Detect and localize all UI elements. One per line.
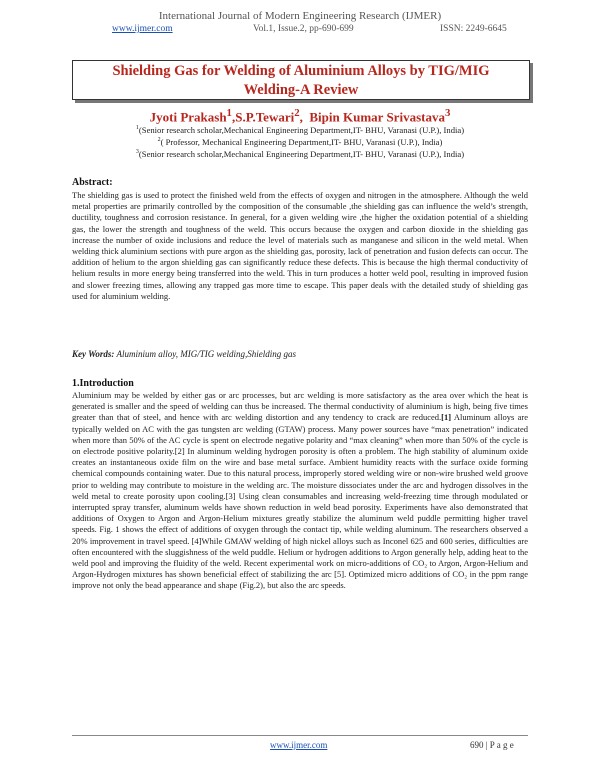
abstract-text: The shielding gas is used to protect the finished weld from the effects of oxygen and nitrogen in the atmosphere. Although the weld metal properties are primarily controlled by the composition of the consumable ,the shielding gas can influence the weld’s strength, ductility, toughness and corrosion resistance. In general, for a given welding wire ,the higher the oxidation potential of a shielding gas, the lower the strength and toughness of the weld. This occurs because the oxygen and carbon dioxide in the shielding gas increase the number of oxide inclusions and reduce the level of materials such as manganese and silicon in the weld metal. When welding thick aluminium sections with pure argon as the shielding gas, porosity, lack of penetration and fusion defects can occur. The addition of helium to the argon shielding gas can significantly reduce these defects. This is because the high thermal conductivity of helium results in more energy being transferred into the weld. This in turn produces a hotter weld pool, resulting in improved fusion and slower freezing times, allowing any trapped gas more time to escape. This paper deals with the detailed study of shielding gas used for aluminium welding. <box>72 190 528 301</box>
title-box <box>72 60 530 100</box>
keywords <box>72 349 296 359</box>
journal-name: International Journal of Modern Engineering Research (IJMER) <box>158 10 442 22</box>
intro-part-2: Aluminum alloys are typically welded on AC with the gas tungsten arc welding (GTAW) process. Many power sources have “max penetration” indicated when more than 50% of the AC cycle is spent on electrode negative polarity and “max cleaning” when more than 50% of the cycle is on electrode positive polarity.[2] In aluminum welding hydrogen porosity is often a problem. The high stability of aluminum oxide creates an instantaneous oxide film on the wire and base metal surface. Ambient humidity reacts with the surface oxide forming chemical compounds containing water. Due to this natural process, improperly stored welding wire or non-wire brushed weld groove prior to welding may contribute to moisture in the welding arc. The moisture dissociates under the arc and hydrogen dissolves in the weld metal to create porosity upon cooling.[3] Using clean consumables and increasing weld-freezing time through modulated or interrupted spray transfer, aluminum welds have shown reduction in weld bead porosity. Experiments have also demonstrated that additions of Oxygen to Argon and Argon-Helium mixtures greatly stabilize the aluminum weld puddle permitting higher travel speeds. Fig. 1 shows the effect of additions of oxygen through the contact tip, while welding aluminum. The researchers observed a 20% improvement in travel speed. [4]While GMAW welding of high nickel alloys such as Inconel 625 and 600 series, difficulties are often encountered with the sluggishness of the weld puddle. Helium or hydrogen additions to Argon generally help, adding heat to the weld pool and improving the fluidity of the weld. Recent experimental work on micro-additions of CO₂ to Argon, Argon-Helium and Argon-Hydrogen mixtures has shown beneficial effect of stabilizing the arc [5]. Optimized micro additions of CO₂ in the ppm range improve not only the bead appearance and shape (Fig.2), but also the arc speeds. <box>72 412 529 591</box>
affiliation-1 <box>0 125 600 135</box>
intro-part-1: Aluminium may be welded by either gas or arc processes, but arc welding is more satisfactory as the area over which the heat is generated is smaller and the speed of welding can thus be increased. The thermal conductivity of aluminium is high, being five times greater than that of steel, and hence with arc welding distortion and any tendency to crack are reduced. <box>72 390 528 423</box>
footer-url-link[interactable]: www.ijmer.com <box>270 740 328 750</box>
abstract-heading: Abstract: <box>72 177 113 188</box>
intro-ref-1: [1] <box>441 412 452 423</box>
intro-text <box>72 390 528 592</box>
affiliation-3 <box>0 149 600 159</box>
keywords-text: Aluminium alloy, MIG/TIG welding,Shielding gas <box>114 349 296 359</box>
title-line-2: Welding-A Review <box>243 82 359 98</box>
footer-page-number: 690 | P a g e <box>470 740 514 750</box>
footer-divider <box>72 735 528 736</box>
author-3-sup: 3 <box>444 107 451 119</box>
author-2: ,S.P.Tewari <box>231 109 295 125</box>
keywords-label: Key Words: <box>72 349 115 359</box>
issn: ISSN: 2249-6645 <box>440 24 507 34</box>
affiliation-3-text: (Senior research scholar,Mechanical Engineering Department,IT- BHU, Varanasi (U.P.), India) <box>138 149 465 159</box>
author-1: Jyoti Prakash <box>149 109 227 125</box>
intro-heading: 1.Introduction <box>72 378 134 389</box>
author-3: , Bipin Kumar Srivastava <box>299 109 445 125</box>
affiliation-1-sup: 1 <box>135 125 139 132</box>
affiliation-1-text: (Senior research scholar,Mechanical Engineering Department,IT- BHU, Varanasi (U.P.), India) <box>138 125 465 135</box>
affiliation-2-text: ( Professor, Mechanical Engineering Department,IT- BHU, Varanasi (U.P.), India) <box>160 137 443 147</box>
affiliation-2 <box>0 137 600 147</box>
header-url-link[interactable]: www.ijmer.com <box>112 24 173 34</box>
author-1-sup: 1 <box>226 107 232 119</box>
title-line-1: Shielding Gas for Welding of Aluminium Alloys by TIG/MIG <box>112 63 490 79</box>
authors <box>0 107 600 125</box>
affiliation-2-sup: 2 <box>157 137 161 144</box>
author-2-sup: 2 <box>294 107 300 119</box>
volume-info: Vol.1, Issue.2, pp-690-699 <box>253 24 354 34</box>
affiliation-3-sup: 3 <box>135 149 139 156</box>
